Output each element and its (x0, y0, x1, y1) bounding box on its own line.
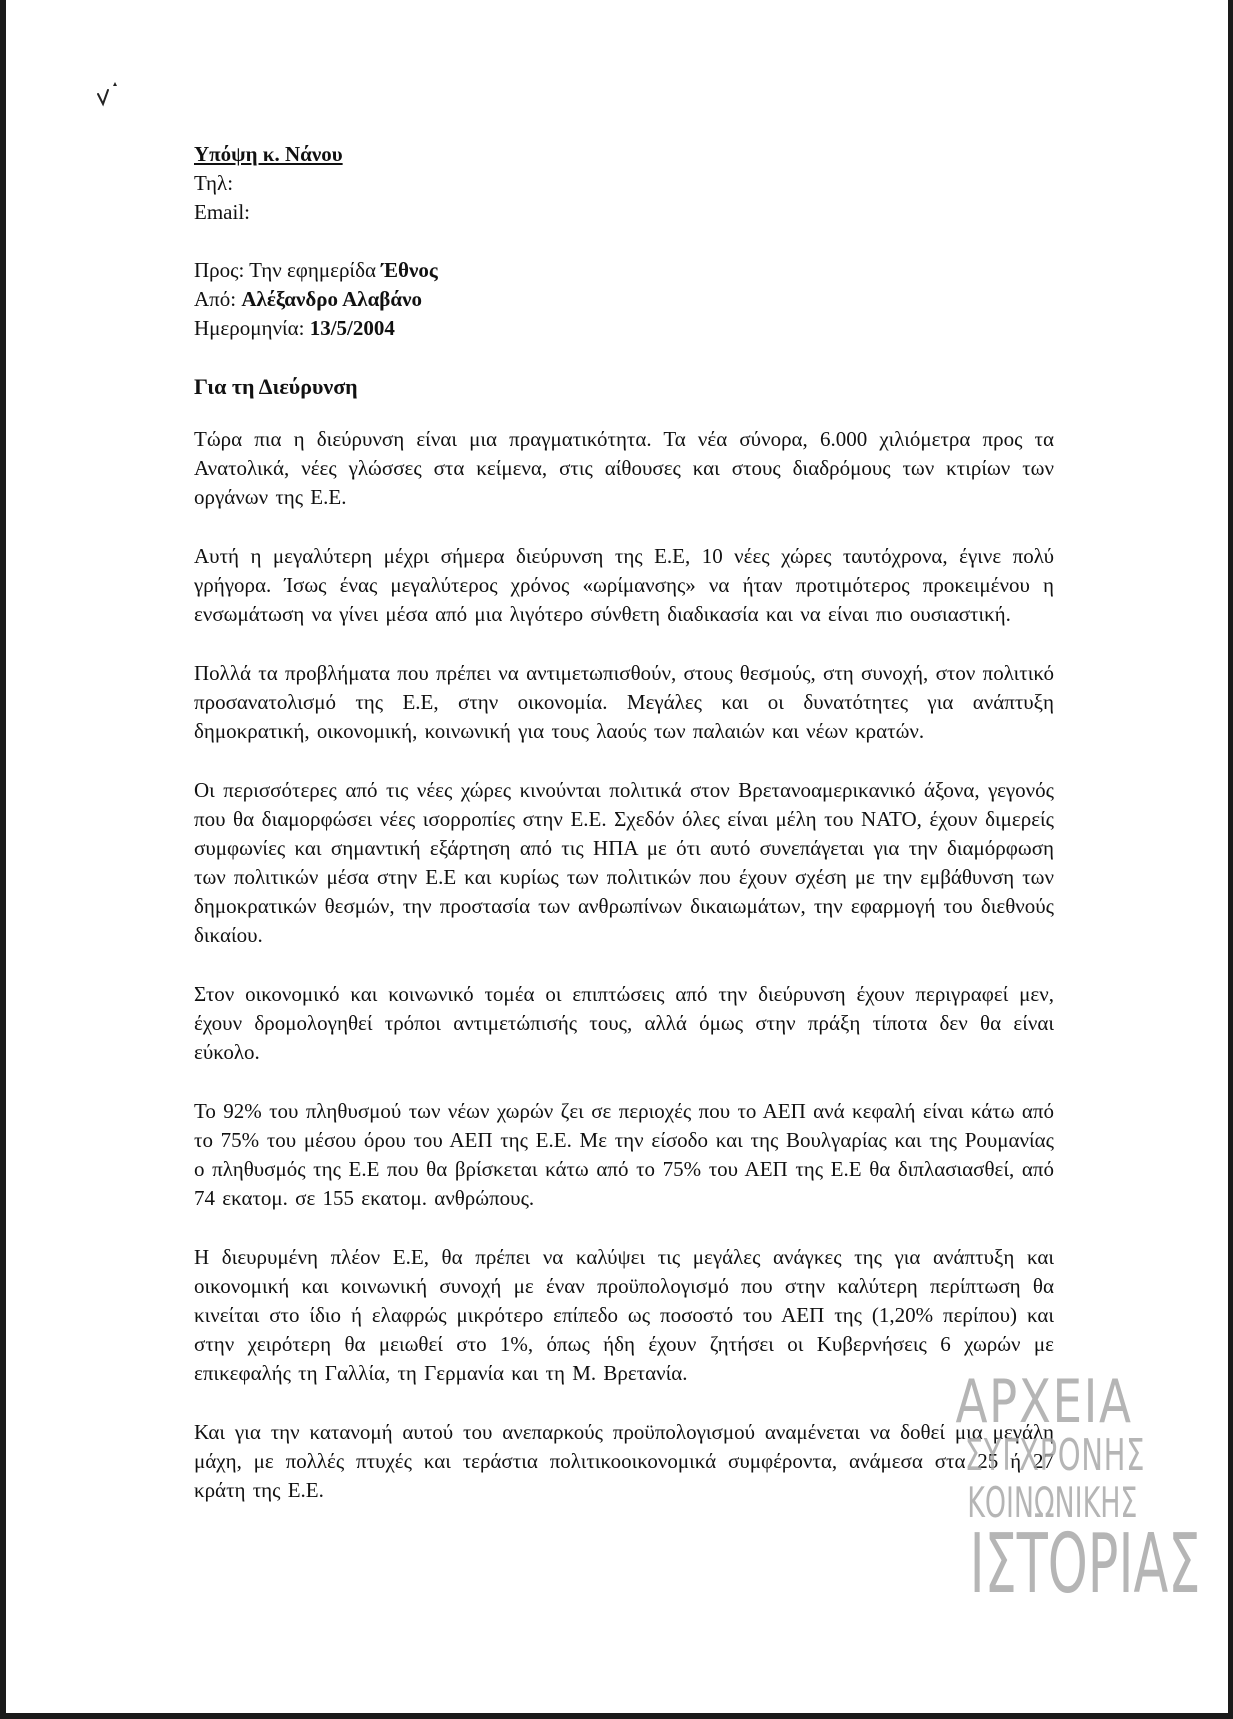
paragraph-8: Και για την κατανομή αυτού του ανεπαρκούς προϋπολογισμού αναμένεται να δοθεί μια μεγάλη μάχη, με πολλές πτυχές και τεράστια πολιτικοοικονομικά συμφέροντα, ανάμεσα στα 25 ή 27 κράτη της Ε.Ε. (194, 1420, 1054, 1502)
paragraph-2: Αυτή η μεγαλύτερη μέχρι σήμερα διεύρυνση της Ε.Ε, 10 νέες χώρες ταυτόχρονα, έγινε πολύ γρήγορα. Ίσως ένας μεγαλύτερος χρόνος «ωρίμανσης» να ήταν προτιμότερος προκειμένου η ενσωμάτωση να γίνει μέσα από μια λιγότερο σύνθετη διαδικασία και να είναι πιο ουσιαστική. (194, 544, 1054, 626)
tel-label: Τηλ: (194, 171, 234, 195)
paragraph-4: Οι περισσότερες από τις νέες χώρες κινούνται πολιτικά στον Βρετανοαμερικανικό άξονα, γεγονός που θα διαμορφώσει νέες ισορροπίες στην Ε.Ε. Σχεδόν όλες είναι μέλη του ΝΑΤΟ, έχουν διμερείς συμφωνίες και σημαντική εξάρτηση από τις ΗΠΑ με ότι αυτό συνεπάγεται για την διαμόρφωση των πολιτικών μέσα στην Ε.Ε και κυρίως των πολιτικών που έχουν σχέση με την εμβάθυνση των δημοκρατικών θεσμών, την προστασία των ανθρωπίνων δικαιωμάτων, την εφαρμογή του διεθνούς δικαίου. (194, 778, 1054, 947)
paragraph-7: Η διευρυμένη πλέον Ε.Ε, θα πρέπει να καλύψει τις μεγάλες ανάγκες της για ανάπτυξη και οικονομική και κοινωνική συνοχή με έναν προϋπολογισμό που στην καλύτερη περίπτωση θα κινείται στο ίδιο ή ελαφρώς μικρότερο επίπεδο ως ποσοστό του ΑΕΠ της (1,20% περίπου) και στην χειρότερη θα μειωθεί στο 1%, όπως ήδη έχουν ζητήσει οι Κυβερνήσεις 6 χωρών με επικεφαλής τη Γαλλία, τη Γερμανία και τη Μ. Βρετανία. (194, 1245, 1054, 1385)
to-line (194, 256, 1054, 285)
paragraph-3: Πολλά τα προβλήματα που πρέπει να αντιμετωπισθούν, στους θεσμούς, στη συνοχή, στον πολιτικό προσανατολισμό της Ε.Ε, στην οικονομία. Μεγάλες και οι δυνατότητες για ανάπτυξη δημοκρατική, οικονομική, κοινωνική για τους λαούς των παλαιών και νέων κρατών. (194, 661, 1054, 743)
letter-title: Για τη Διεύρυνση (194, 374, 358, 399)
from-value: Αλέξανδρο Αλαβάνο (241, 287, 422, 311)
date-line (194, 314, 1054, 343)
paragraph-5: Στον οικονομικό και κοινωνικό τομέα οι επιπτώσεις από την διεύρυνση έχουν περιγραφεί μεν, έχουν δρομολογηθεί τρόποι αντιμετώπισής τους, αλλά όμως στην πράξη τίποτα δεν θα είναι εύκολο. (194, 982, 1054, 1064)
stamp-line-1: ΑΡΧΕΙΑ (955, 1367, 1133, 1437)
paragraph-6: Το 92% του πληθυσμού των νέων χωρών ζει σε περιοχές που το ΑΕΠ ανά κεφαλή είναι κάτω από το 75% του μέσου όρου του ΑΕΠ της Ε.Ε. Με την είσοδο και της Βουλγαρίας και της Ρουμανίας ο πληθυσμός της Ε.Ε που θα βρίσκεται κάτω από το 75% του ΑΕΠ της Ε.Ε θα διπλασιασθεί, από 74 εκατομ. σε 155 εκατομ. ανθρώπους. (194, 1099, 1054, 1210)
stamp-line-4: ΙΣΤΟΡΙΑΣ (969, 1517, 1201, 1612)
from-label: Από: (194, 287, 242, 311)
paragraph-1: Τώρα πια η διεύρυνση είναι μια πραγματικότητα. Τα νέα σύνορα, 6.000 χιλιόμετρα προς τα Ανατολικά, νέες γλώσσες στα κείμενα, στις αίθουσες και στους διαδρόμους των κτιρίων των οργάνων της Ε.Ε. (194, 427, 1054, 509)
routing-block (194, 256, 1054, 343)
to-value: Έθνος (381, 258, 438, 282)
handwritten-margin-mark (94, 78, 124, 114)
date-label: Ημερομηνία: (194, 316, 310, 340)
date-value: 13/5/2004 (309, 316, 395, 340)
stamp-line-3: ΚΟΙΝΩΝΙΚΗΣ (967, 1478, 1138, 1527)
email-label: Email: (194, 200, 250, 224)
letter-body (194, 140, 1054, 1505)
attention-line: Υπόψη κ. Νάνου (194, 142, 343, 166)
from-line (194, 285, 1054, 314)
stamp-line-2: ΣΥΓΧΡΟΝΗΣ (964, 1430, 1146, 1481)
to-label: Προς: Την εφημερίδα (194, 258, 382, 282)
attention-block (194, 140, 1054, 227)
